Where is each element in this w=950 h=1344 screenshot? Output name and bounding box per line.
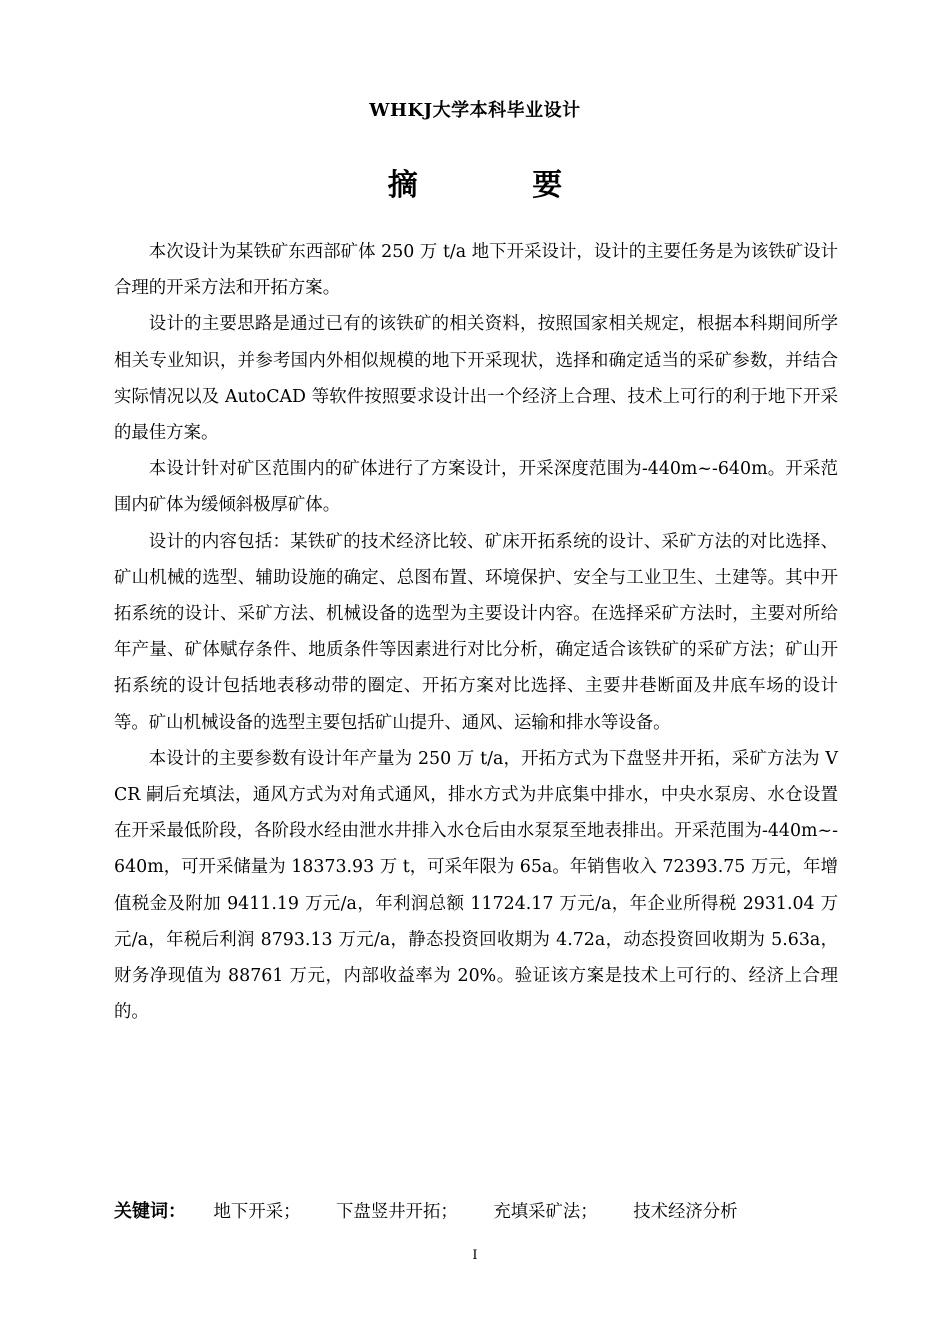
keywords-line: [114, 1197, 838, 1223]
keyword-item: 地下开采；: [213, 1202, 301, 1222]
keyword-item: 技术经济分析: [633, 1202, 738, 1222]
keyword-item: 下盘竖井开拓；: [336, 1202, 458, 1222]
abstract-paragraph: 本次设计为某铁矿东西部矿体 250 万 t/a 地下开采设计，设计的主要任务是为该铁矿设计合理的开采方法和开拓方案。: [114, 242, 838, 299]
abstract-paragraph: 设计的主要思路是通过已有的该铁矿的相关资料，按照国家相关规定，根据本科期间所学相关专业知识，并参考国内外相似规模的地下开采现状，选择和确定适当的采矿参数，并结合实际情况以及 AutoCAD 等软件按照要求设计出一个经济上合理、技术上可行的利于地下开采的最佳方案。: [114, 314, 838, 444]
abstract-title: 摘 要: [387, 168, 615, 203]
keyword-item: 充填采矿法；: [493, 1202, 598, 1222]
page-header: WHKJ大学本科毕业设计: [369, 100, 581, 121]
abstract-paragraph: 本设计的主要参数有设计年产量为 250 万 t/a，开拓方式为下盘竖井开拓，采矿方法为 VCR 嗣后充填法，通风方式为对角式通风，排水方式为井底集中排水，中央水泵房、水仓设置在开采最低阶段，各阶段水经由泄水井排入水仓后由水泵泵至地表排出。开采范围为-440m~-640m，可开采储量为 18373.93 万 t，可采年限为 65a。年销售收入 72393.75 万元，年增值税金及附加 9411.19 万元/a，年利润总额 11724.17 万元/a，年企业所得税 2931.04 万元/a，年税后利润 8793.13 万元/a，静态投资回收期为 4.72a，动态投资回收期为 5.63a，财务净现值为 88761 万元，内部收益率为 20%。验证该方案是技术上可行的、经济上合理的。: [114, 748, 838, 1023]
page-number: I: [472, 1248, 478, 1263]
abstract-paragraph: 设计的内容包括：某铁矿的技术经济比较、矿床开拓系统的设计、采矿方法的对比选择、矿山机械的选型、辅助设施的确定、总图布置、环境保护、安全与工业卫生、土建等。其中开拓系统的设计、采矿方法、机械设备的选型为主要设计内容。在选择采矿方法时，主要对所给年产量、矿体赋存条件、地质条件等因素进行对比分析，确定适合该铁矿的采矿方法；矿山开拓系统的设计包括地表移动带的圈定、开拓方案对比选择、主要井巷断面及井底车场的设计等。矿山机械设备的选型主要包括矿山提升、通风、运输和排水等设备。: [114, 531, 838, 733]
abstract-body: [114, 234, 838, 1030]
keywords-label: 关键词：: [114, 1201, 186, 1222]
abstract-paragraph: 本设计针对矿区范围内的矿体进行了方案设计，开采深度范围为-440m~-640m。开采范围内矿体为缓倾斜极厚矿体。: [114, 459, 838, 516]
